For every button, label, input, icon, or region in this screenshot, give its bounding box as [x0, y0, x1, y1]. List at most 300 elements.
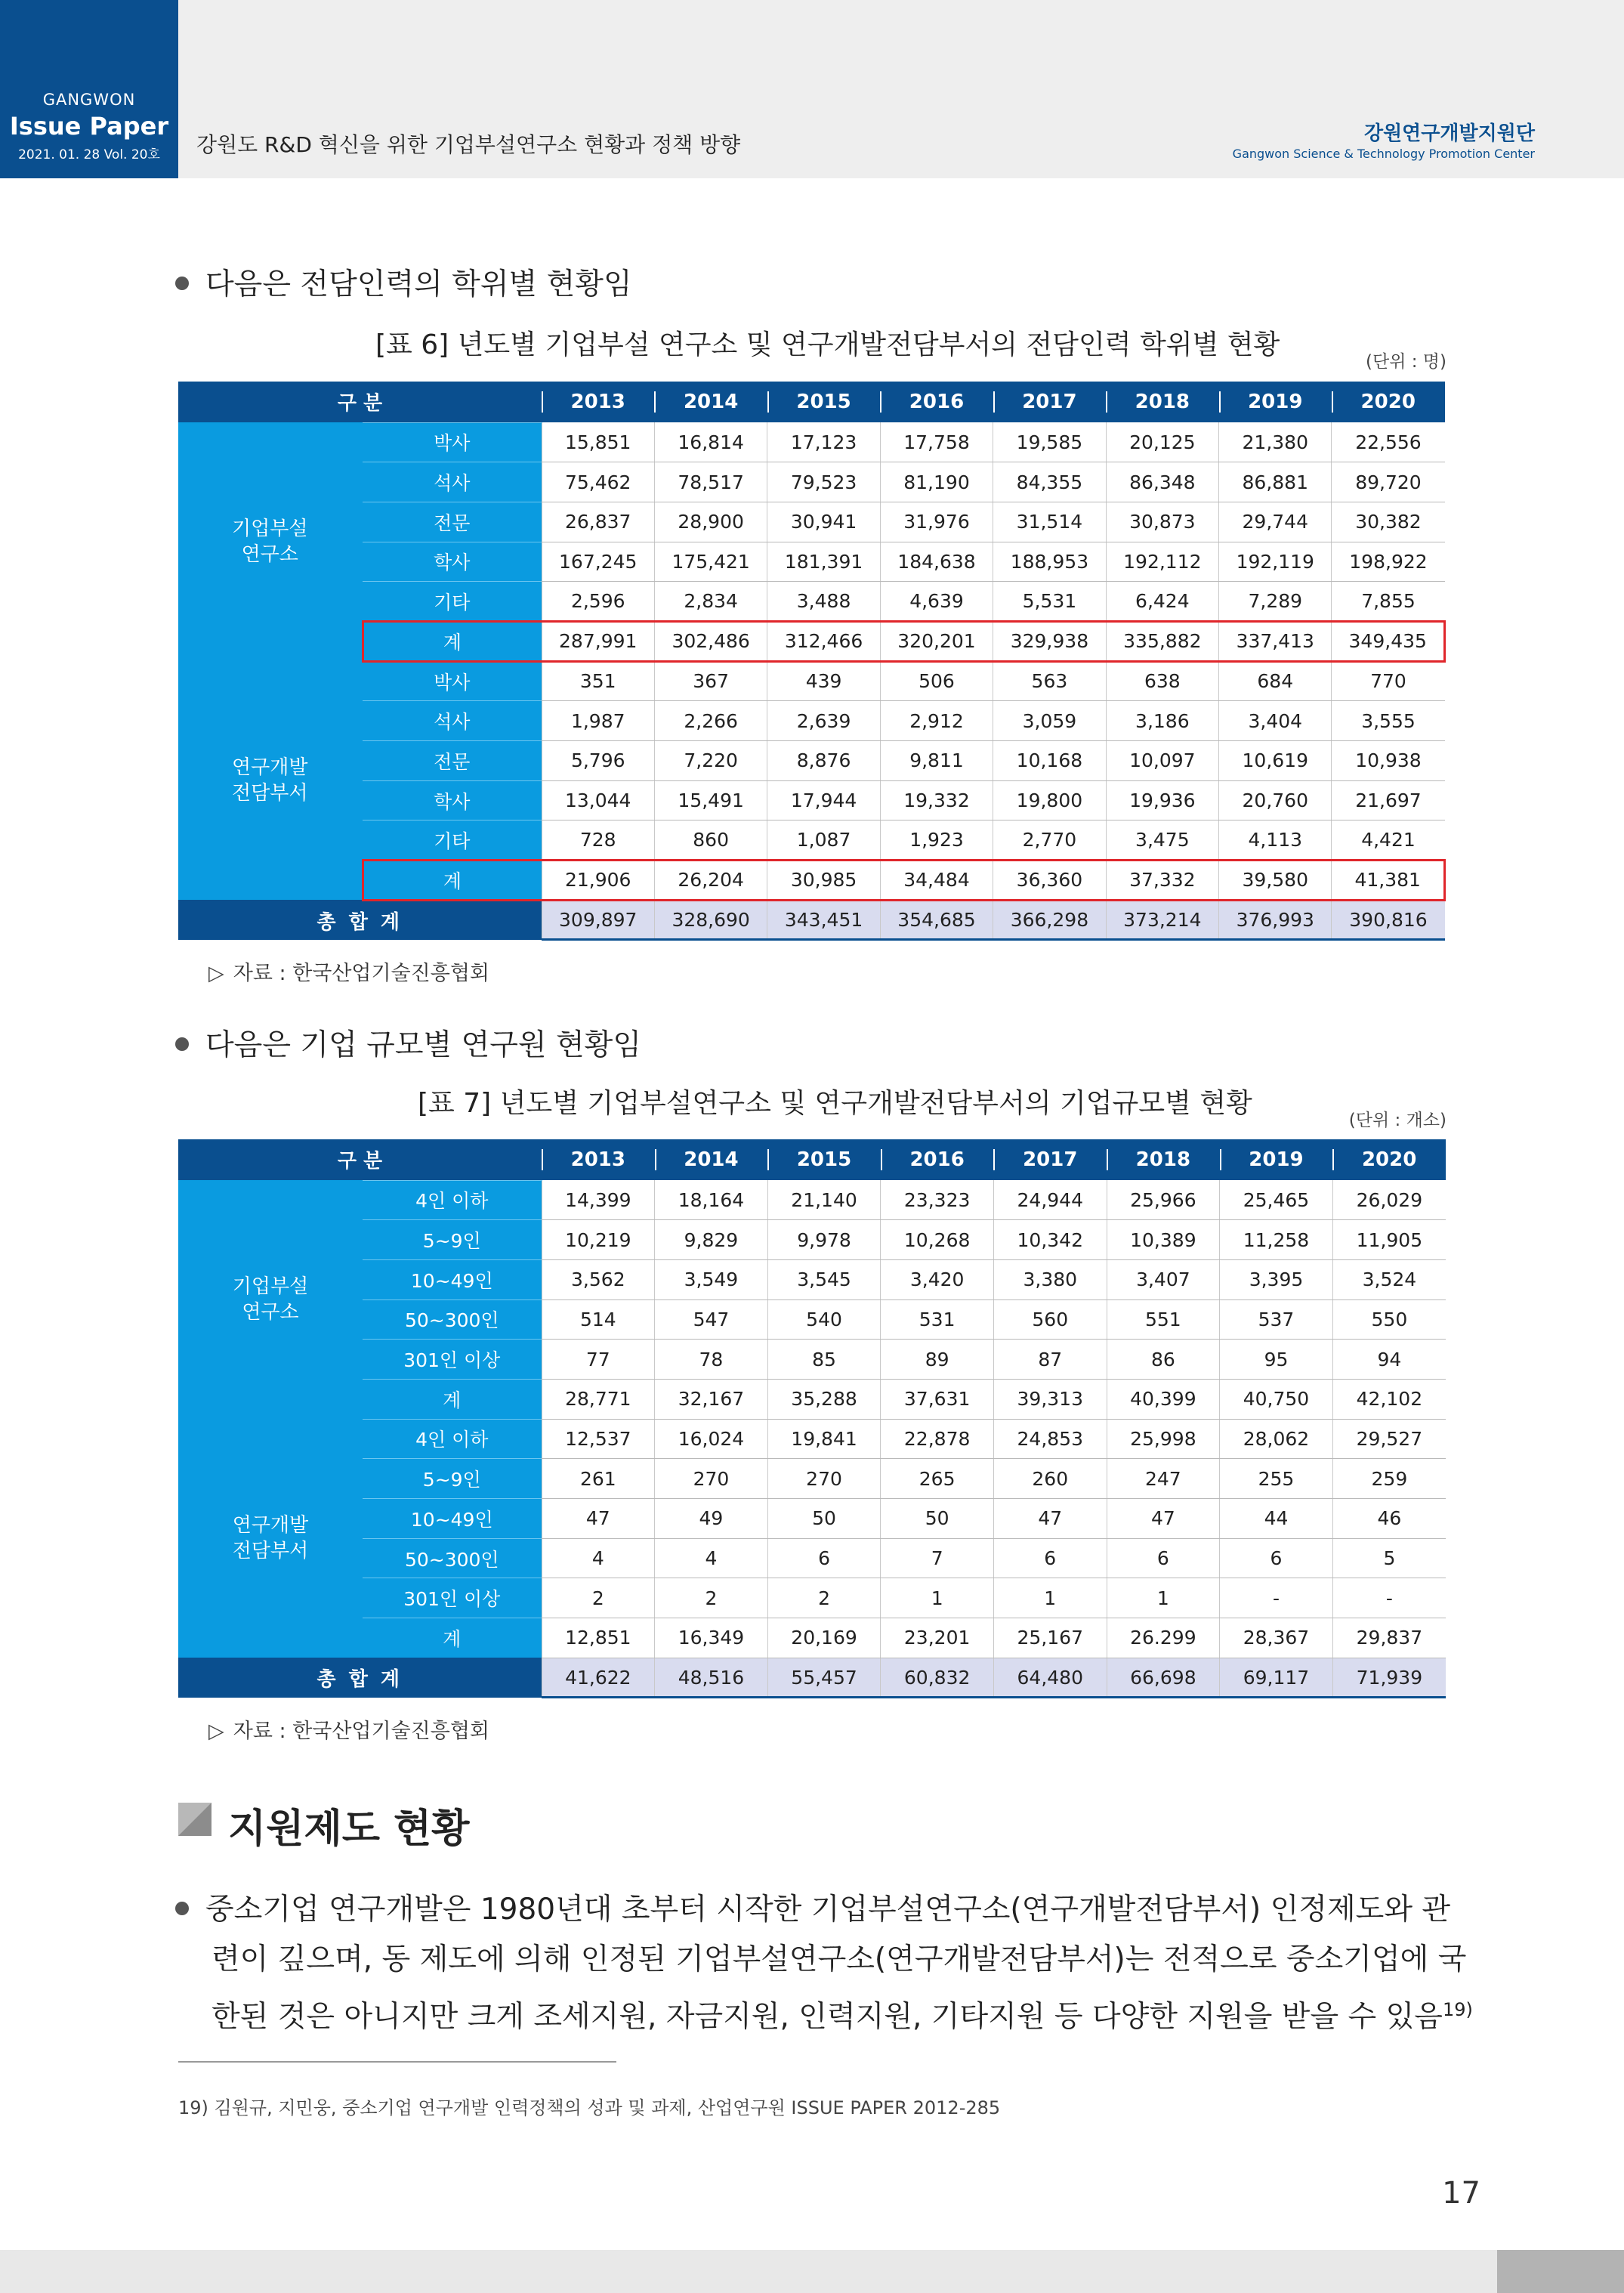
table-cell: 9,829: [655, 1220, 768, 1260]
header-year: 2014: [654, 382, 767, 422]
table-cell: 25,998: [1107, 1419, 1220, 1459]
table-cell: 19,936: [1106, 780, 1218, 820]
table-cell: 247: [1107, 1459, 1220, 1499]
table-row: [178, 1578, 1446, 1618]
table-cell: 10,342: [993, 1220, 1107, 1260]
table-cell: 259: [1332, 1459, 1446, 1499]
table-cell: 78,517: [654, 462, 767, 502]
table-cell: 20,125: [1106, 422, 1218, 462]
table-cell: 95: [1220, 1340, 1333, 1380]
source-triangle-icon: ▷: [208, 962, 224, 985]
total-cell: 309,897: [542, 900, 654, 940]
table-cell: 12,537: [542, 1419, 655, 1459]
table-cell: 37,631: [881, 1379, 994, 1419]
brand-issue-date: 2021. 01. 28 Vol. 20호: [18, 147, 160, 162]
table-cell: 1: [993, 1578, 1107, 1618]
table-cell: 16,024: [655, 1419, 768, 1459]
table-cell: 15,491: [654, 780, 767, 820]
table-cell: 39,580: [1219, 861, 1332, 901]
table-cell: 684: [1219, 661, 1332, 701]
table-cell: 14,399: [542, 1180, 655, 1220]
table-cell: 7: [881, 1538, 994, 1578]
source-text: 자료 : 한국산업기술진흥협회: [233, 1720, 490, 1743]
table-cell: 302,486: [654, 621, 767, 661]
total-cell: 55,457: [767, 1658, 881, 1698]
table-cell: 7,220: [654, 741, 767, 781]
table-cell: 42,102: [1332, 1379, 1446, 1419]
table-cell: -: [1220, 1578, 1333, 1618]
table-cell: 188,953: [993, 542, 1106, 582]
row-label: 5~9인: [363, 1220, 542, 1260]
row-label: 석사: [363, 701, 542, 741]
table-cell: 32,167: [655, 1379, 768, 1419]
table-total-row: [178, 900, 1445, 940]
table-cell: 3,475: [1106, 820, 1218, 861]
table-cell: 3,488: [767, 582, 880, 622]
table-cell: 3,524: [1332, 1259, 1446, 1299]
table-cell: 10,619: [1219, 741, 1332, 781]
bullet-text: 다음은 기업 규모별 연구원 현황임: [205, 1028, 642, 1062]
table-cell: 25,465: [1220, 1180, 1333, 1220]
row-label: 학사: [363, 780, 542, 820]
group-label-line: 연구소: [242, 1301, 299, 1324]
table-row: [178, 1340, 1446, 1380]
table-cell: 260: [993, 1459, 1107, 1499]
table-cell: 551: [1107, 1299, 1220, 1340]
row-label: 50~300인: [363, 1299, 542, 1340]
table-cell: 270: [655, 1459, 768, 1499]
section-square-icon: [178, 1803, 211, 1836]
header-year: 2013: [542, 1139, 655, 1180]
table-cell: 265: [881, 1459, 994, 1499]
table-cell: 506: [880, 661, 993, 701]
table-cell: 50: [881, 1499, 994, 1539]
table-cell: 540: [767, 1299, 881, 1340]
table-cell: 6: [767, 1538, 881, 1578]
page-header: [0, 0, 1624, 178]
table-cell: 6,424: [1106, 582, 1218, 622]
table-cell: 16,814: [654, 422, 767, 462]
table-cell: 19,332: [880, 780, 993, 820]
footer-block: [1497, 2250, 1624, 2293]
row-label: 박사: [363, 661, 542, 701]
table-cell: 84,355: [993, 462, 1106, 502]
table-cell: 28,900: [654, 502, 767, 542]
table-row: [178, 661, 1445, 701]
table-cell: 28,367: [1220, 1618, 1333, 1658]
table-cell: 50: [767, 1499, 881, 1539]
table6-source: [208, 956, 489, 986]
table-cell: 77: [542, 1340, 655, 1380]
table-cell: 1,987: [542, 701, 654, 741]
table-cell: 46: [1332, 1499, 1446, 1539]
table-cell: 3,186: [1106, 701, 1218, 741]
header-year: 2016: [880, 382, 993, 422]
table-cell: 531: [881, 1299, 994, 1340]
table7-unit: (단위 : 개소): [1348, 1111, 1446, 1130]
table-cell: 25,167: [993, 1618, 1107, 1658]
table-cell: 2: [655, 1578, 768, 1618]
table-cell: 25,966: [1107, 1180, 1220, 1220]
table-cell: 3,420: [881, 1259, 994, 1299]
paragraph-line-2: 련이 깊으며, 동 제도에 의해 인정된 기업부설연구소(연구개발전담부서)는 전적으로 중소기업에 국: [211, 1942, 1467, 1976]
group-label-line: 연구소: [241, 543, 298, 567]
table-cell: 3,562: [542, 1259, 655, 1299]
bullet-dot-icon: [175, 1902, 189, 1915]
table-cell: 44: [1220, 1499, 1333, 1539]
table-cell: 29,744: [1219, 502, 1332, 542]
table7-caption: [표 7] 년도별 기업부설연구소 및 연구개발전담부서의 기업규모별 현황: [418, 1088, 1252, 1119]
table-cell: 11,905: [1332, 1220, 1446, 1260]
table-row: [178, 701, 1445, 741]
table-cell: 85: [767, 1340, 881, 1380]
table-cell: 29,527: [1332, 1419, 1446, 1459]
bullet-size-status: [175, 1021, 641, 1064]
table-row: [178, 1180, 1446, 1220]
table-cell: -: [1332, 1578, 1446, 1618]
table-cell: 167,245: [542, 542, 654, 582]
header-year: 2019: [1220, 1139, 1333, 1180]
row-label: 석사: [363, 462, 542, 502]
table-cell: 3,059: [993, 701, 1106, 741]
table-cell: 4,421: [1332, 820, 1445, 861]
table-cell: 9,811: [880, 741, 993, 781]
table-header-row: [178, 1139, 1446, 1180]
table-cell: 22,556: [1332, 422, 1445, 462]
table6: [178, 382, 1446, 941]
table-row: [178, 542, 1445, 582]
table-cell: 47: [1107, 1499, 1220, 1539]
table-cell: 24,944: [993, 1180, 1107, 1220]
table-cell: 9,978: [767, 1220, 881, 1260]
table-row: [178, 780, 1445, 820]
table-cell: 261: [542, 1459, 655, 1499]
table-cell: 81,190: [880, 462, 993, 502]
table-cell: 87: [993, 1340, 1107, 1380]
header-year: 2020: [1332, 1139, 1446, 1180]
table-cell: 4,639: [880, 582, 993, 622]
table-cell: 2: [542, 1578, 655, 1618]
table-cell: 5,531: [993, 582, 1106, 622]
table-cell: 19,841: [767, 1419, 881, 1459]
row-label: 학사: [363, 542, 542, 582]
total-cell: 66,698: [1107, 1658, 1220, 1698]
row-label: 4인 이하: [363, 1419, 542, 1459]
table-cell: 181,391: [767, 542, 880, 582]
table-cell: 638: [1106, 661, 1218, 701]
header-year: 2018: [1106, 382, 1218, 422]
header-year: 2016: [881, 1139, 994, 1180]
table-cell: 10,938: [1332, 741, 1445, 781]
table-cell: 24,853: [993, 1419, 1107, 1459]
table-cell: 19,585: [993, 422, 1106, 462]
table-cell: 17,758: [880, 422, 993, 462]
header-category: 구 분: [178, 382, 542, 422]
table-cell: 2,770: [993, 820, 1106, 861]
table-cell: 78: [655, 1340, 768, 1380]
total-cell: 354,685: [880, 900, 993, 940]
table-cell: 1,087: [767, 820, 880, 861]
group-label-line: 전담부서: [232, 1540, 309, 1563]
table-cell: 10,168: [993, 741, 1106, 781]
table-cell: 5: [1332, 1538, 1446, 1578]
footnote-reference[interactable]: 19): [1442, 1999, 1473, 2020]
table-cell: 12,851: [542, 1618, 655, 1658]
table-cell: 31,976: [880, 502, 993, 542]
row-label: 전문: [363, 502, 542, 542]
table-cell: 728: [542, 820, 654, 861]
table-cell: 335,882: [1106, 621, 1218, 661]
table-cell: 30,382: [1332, 502, 1445, 542]
footnote: 19) 김원규, 지민웅, 중소기업 연구개발 인력정책의 성과 및 과제, 산업연구원 ISSUE PAPER 2012-285: [178, 2097, 1001, 2118]
table-cell: 1,923: [880, 820, 993, 861]
table-cell: 4: [542, 1538, 655, 1578]
table-cell: 2,266: [654, 701, 767, 741]
table-cell: 21,906: [542, 861, 654, 901]
header-year: 2019: [1219, 382, 1332, 422]
table-cell: 86: [1107, 1340, 1220, 1380]
table-cell: 17,123: [767, 422, 880, 462]
table-cell: 29,837: [1332, 1618, 1446, 1658]
page-footer-bar: [0, 2250, 1624, 2293]
group-label-line: 전담부서: [232, 782, 308, 805]
total-label: 총 합 계: [178, 900, 542, 940]
table-cell: 10,219: [542, 1220, 655, 1260]
table-cell: 18,164: [655, 1180, 768, 1220]
table-cell: 89,720: [1332, 462, 1445, 502]
table-cell: 547: [655, 1299, 768, 1340]
table-row: [178, 1379, 1446, 1419]
table-cell: 550: [1332, 1299, 1446, 1340]
table-cell: 367: [654, 661, 767, 701]
total-cell: 69,117: [1220, 1658, 1333, 1698]
table-cell: 11,258: [1220, 1220, 1333, 1260]
total-cell: 376,993: [1219, 900, 1332, 940]
table-cell: 21,140: [767, 1180, 881, 1220]
brand-issue-paper: Issue Paper: [9, 112, 169, 141]
table-cell: 349,435: [1332, 621, 1445, 661]
table-cell: 860: [654, 820, 767, 861]
table-cell: 3,395: [1220, 1259, 1333, 1299]
table-cell: 198,922: [1332, 542, 1445, 582]
table-cell: 94: [1332, 1340, 1446, 1380]
table-cell: 4,113: [1219, 820, 1332, 861]
row-label: 계: [363, 1618, 542, 1658]
header-organization-en: Gangwon Science & Technology Promotion Center: [1232, 147, 1535, 161]
table-cell: 75,462: [542, 462, 654, 502]
table7: [178, 1139, 1446, 1698]
table-cell: 89: [881, 1340, 994, 1380]
table-cell: 26,837: [542, 502, 654, 542]
bullet-dot-icon: [175, 1037, 189, 1051]
table-cell: 3,404: [1219, 701, 1332, 741]
row-label: 기타: [363, 582, 542, 622]
table-cell: 2,912: [880, 701, 993, 741]
table-header-row: [178, 382, 1445, 422]
paragraph-line-1: [175, 1885, 1452, 1935]
row-label: 5~9인: [363, 1459, 542, 1499]
bullet-text: 다음은 전담인력의 학위별 현황임: [205, 267, 632, 301]
total-cell: 328,690: [654, 900, 767, 940]
table-cell: 6: [993, 1538, 1107, 1578]
table-cell: 37,332: [1106, 861, 1218, 901]
table-cell: 192,112: [1106, 542, 1218, 582]
row-label: 301인 이상: [363, 1578, 542, 1618]
paragraph-line-3: [175, 1985, 1473, 2042]
bullet-dot-icon: [175, 277, 189, 290]
header-year: 2017: [993, 1139, 1107, 1180]
table-cell: 351: [542, 661, 654, 701]
paragraph-text: 한된 것은 아니지만 크게 조세지원, 자금지원, 인력지원, 기타지원 등 다양한 지원을 받을 수 있음: [211, 2000, 1443, 2034]
table-cell: 8,876: [767, 741, 880, 781]
total-cell: 64,480: [993, 1658, 1107, 1698]
table-cell: 30,941: [767, 502, 880, 542]
total-cell: 390,816: [1332, 900, 1445, 940]
table-cell: 4: [655, 1538, 768, 1578]
table-cell: 28,062: [1220, 1419, 1333, 1459]
table-cell: 255: [1220, 1459, 1333, 1499]
table-row: [178, 1499, 1446, 1539]
table-row: [178, 621, 1445, 661]
table-row: [178, 861, 1445, 901]
table-row: [178, 502, 1445, 542]
table-cell: 35,288: [767, 1379, 881, 1419]
row-label: 4인 이하: [363, 1180, 542, 1220]
table-cell: 184,638: [880, 542, 993, 582]
table-cell: 6: [1220, 1538, 1333, 1578]
paragraph-text: 중소기업 연구개발은 1980년대 초부터 시작한 기업부설연구소(연구개발전담부서) 인정제도와 관: [205, 1893, 1451, 1927]
table-cell: 320,201: [880, 621, 993, 661]
header-year: 2015: [767, 382, 880, 422]
page-number: 17: [1442, 2176, 1480, 2211]
table-cell: 3,380: [993, 1259, 1107, 1299]
brand-block: [0, 0, 178, 178]
table-cell: 563: [993, 661, 1106, 701]
table-cell: 287,991: [542, 621, 654, 661]
table-cell: 439: [767, 661, 880, 701]
total-cell: 343,451: [767, 900, 880, 940]
table-cell: 10,268: [881, 1220, 994, 1260]
table-cell: 47: [542, 1499, 655, 1539]
table-cell: 2,596: [542, 582, 654, 622]
table6-unit: (단위 : 명): [1366, 352, 1446, 372]
header-year: 2018: [1107, 1139, 1220, 1180]
table-cell: 337,413: [1219, 621, 1332, 661]
header-year: 2013: [542, 382, 654, 422]
row-label: 계: [363, 861, 542, 901]
header-year: 2017: [993, 382, 1106, 422]
table-cell: 36,360: [993, 861, 1106, 901]
total-cell: 48,516: [655, 1658, 768, 1698]
table-cell: 40,750: [1220, 1379, 1333, 1419]
header-year: 2015: [767, 1139, 881, 1180]
table-cell: 34,484: [880, 861, 993, 901]
table-cell: 3,555: [1332, 701, 1445, 741]
table-cell: 22,878: [881, 1419, 994, 1459]
source-text: 자료 : 한국산업기술진흥협회: [233, 962, 490, 985]
table-cell: 7,855: [1332, 582, 1445, 622]
header-title: 강원도 R&D 혁신을 위한 기업부설연구소 현황과 정책 방향: [196, 132, 741, 157]
table-cell: 20,169: [767, 1618, 881, 1658]
row-label: 전문: [363, 741, 542, 781]
group-label: [178, 1419, 363, 1658]
table-row: [178, 820, 1445, 861]
table-cell: 2: [767, 1578, 881, 1618]
table-cell: 175,421: [654, 542, 767, 582]
table-row: [178, 1618, 1446, 1658]
table-cell: 19,800: [993, 780, 1106, 820]
table-cell: 770: [1332, 661, 1445, 701]
section-title: 지원제도 현황: [228, 1806, 470, 1852]
row-label: 50~300인: [363, 1538, 542, 1578]
table-row: [178, 1419, 1446, 1459]
table-cell: 30,985: [767, 861, 880, 901]
table-cell: 26,204: [654, 861, 767, 901]
total-label: 총 합 계: [178, 1658, 542, 1698]
table-cell: 3,549: [655, 1259, 768, 1299]
group-label: [178, 422, 363, 661]
table-row: [178, 1538, 1446, 1578]
table-cell: 30,873: [1106, 502, 1218, 542]
table-cell: 23,323: [881, 1180, 994, 1220]
table7-source: [208, 1714, 489, 1744]
table-cell: 23,201: [881, 1618, 994, 1658]
row-label: 계: [363, 621, 542, 661]
group-label-line: 기업부설: [232, 518, 308, 541]
table-cell: 26.299: [1107, 1618, 1220, 1658]
group-label-line: 연구개발: [232, 1514, 309, 1537]
table-cell: 17,944: [767, 780, 880, 820]
group-label-line: 연구개발: [232, 756, 308, 780]
total-cell: 60,832: [881, 1658, 994, 1698]
table-cell: 5,796: [542, 741, 654, 781]
row-label: 박사: [363, 422, 542, 462]
table-cell: 1: [881, 1578, 994, 1618]
row-label: 기타: [363, 820, 542, 861]
table-cell: 537: [1220, 1299, 1333, 1340]
header-year: 2014: [655, 1139, 768, 1180]
table-cell: 7,289: [1219, 582, 1332, 622]
table-row: [178, 462, 1445, 502]
table-cell: 1: [1107, 1578, 1220, 1618]
table-cell: 15,851: [542, 422, 654, 462]
table-cell: 10,097: [1106, 741, 1218, 781]
table-cell: 28,771: [542, 1379, 655, 1419]
footnote-divider: [178, 2061, 616, 2063]
table-cell: 31,514: [993, 502, 1106, 542]
group-label-line: 기업부설: [232, 1275, 309, 1299]
table-cell: 21,697: [1332, 780, 1445, 820]
table6-caption: [표 6] 년도별 기업부설 연구소 및 연구개발전담부서의 전담인력 학위별 현황: [375, 329, 1280, 360]
table-cell: 312,466: [767, 621, 880, 661]
table-row: [178, 1459, 1446, 1499]
table-row: [178, 582, 1445, 622]
header-category: 구 분: [178, 1139, 542, 1180]
table-cell: 13,044: [542, 780, 654, 820]
table-cell: 47: [993, 1499, 1107, 1539]
group-label: [178, 661, 363, 900]
row-label: 계: [363, 1379, 542, 1419]
table-row: [178, 741, 1445, 781]
table-cell: 3,407: [1107, 1259, 1220, 1299]
table-cell: 10,389: [1107, 1220, 1220, 1260]
table-row: [178, 1220, 1446, 1260]
group-label: [178, 1180, 363, 1419]
table-cell: 3,545: [767, 1259, 881, 1299]
table-cell: 86,881: [1219, 462, 1332, 502]
table-cell: 16,349: [655, 1618, 768, 1658]
table-cell: 39,313: [993, 1379, 1107, 1419]
